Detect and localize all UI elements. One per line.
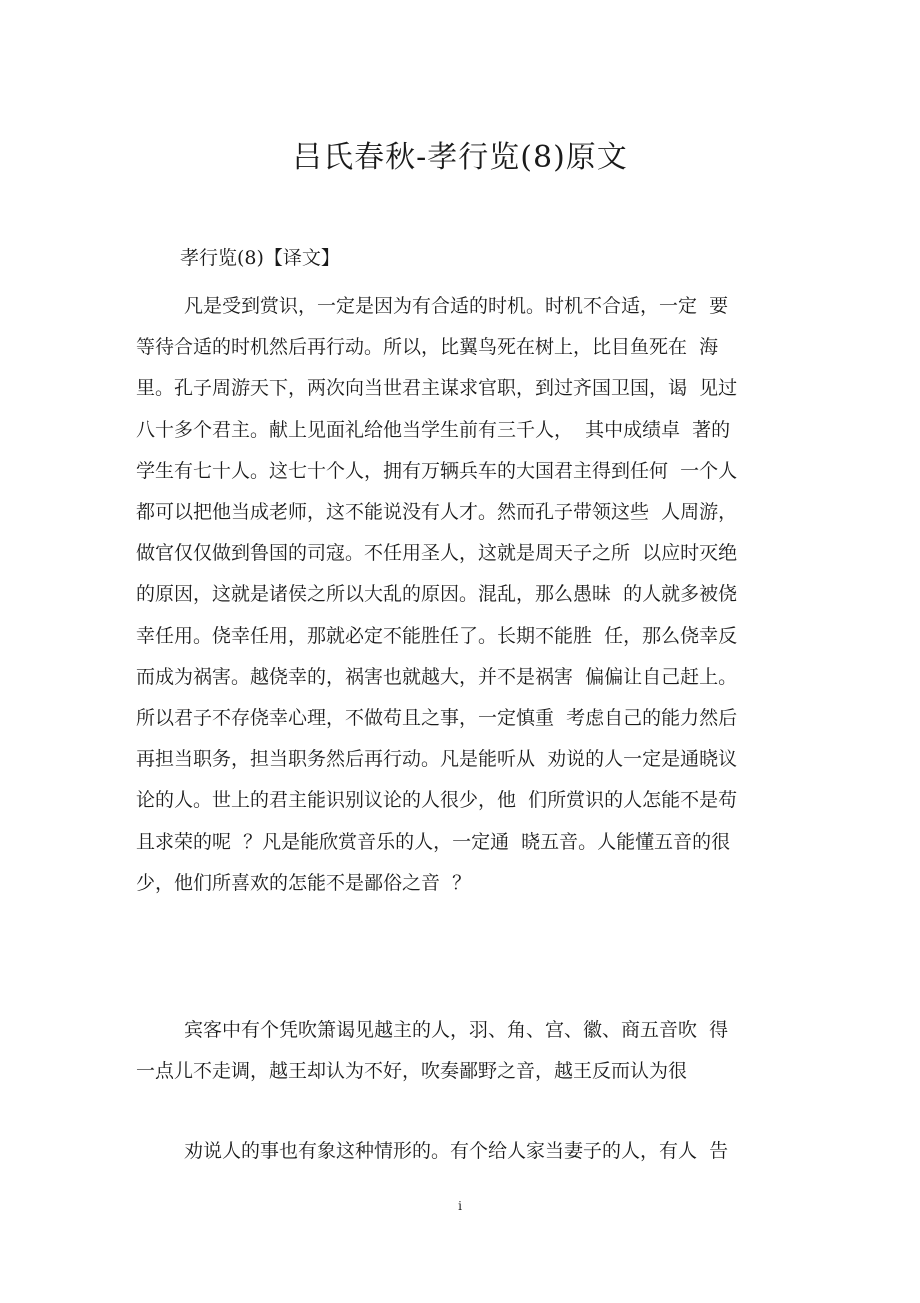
paragraph-line: 所以君子不存侥幸心理，不做苟且之事，一定慎重 考虑自己的能力然后 <box>136 707 738 730</box>
paragraph-line: 八十多个君主。献上见面礼给他当学生前有三千人， 其中成绩卓 著的 <box>136 418 731 441</box>
paragraph-line: 劝说人的事也有象这种情形的。有个给人家当妻子的人，有人 告 <box>184 1140 729 1162</box>
paragraph-line: 凡是受到赏识，一定是因为有合适的时机。时机不合适，一定 要 <box>184 295 729 317</box>
paragraph-line: 一点儿不走调，越王却认为不好，吹奏鄙野之音，越王反而认为很 <box>136 1060 688 1083</box>
paragraph-line: 都可以把他当成老师，这不能说没有人才。然而孔子带领这些 人周游， <box>136 501 738 524</box>
paragraph-1 <box>136 286 776 904</box>
paragraph-line: 里。孔子周游天下，两次向当世君主谋求官职，到过齐国卫国，谒 见过 <box>136 377 738 400</box>
paragraph-3 <box>136 1131 776 1172</box>
paragraph-line: 学生有七十人。这七十个人，拥有万辆兵车的大国君主得到任何 一个人 <box>136 459 738 482</box>
paragraph-line: 做官仅仅做到鲁国的司寇。不任用圣人，这就是周天子之所 以应时灭绝 <box>136 542 738 565</box>
paragraph-line: 等待合适的时机然后再行动。所以，比翼鸟死在树上，比目鱼死在 海 <box>136 336 719 359</box>
page-number: i <box>458 1199 462 1213</box>
paragraph-line: 且求荣的呢 ？凡是能欣赏音乐的人，一定通 晓五音。人能懂五音的很 <box>136 830 731 853</box>
paragraph-line: 而成为祸害。越侥幸的，祸害也就越大，并不是祸害 偏偏让自己赶上。 <box>136 665 738 688</box>
paragraph-line: 少，他们所喜欢的怎能不是鄙俗之音 ？ <box>136 871 472 894</box>
document-title: 吕氏春秋-孝行览(8)原文 <box>292 140 628 175</box>
paragraph-line: 再担当职务，担当职务然后再行动。凡是能听从 劝说的人一定是通晓议 <box>136 748 738 771</box>
section-heading: 孝行览(8)【译文】 <box>180 247 340 269</box>
paragraph-2 <box>136 1010 776 1092</box>
paragraph-line: 幸任用。侥幸任用，那就必定不能胜任了。长期不能胜 任，那么侥幸反 <box>136 624 738 647</box>
paragraph-line: 宾客中有个凭吹箫谒见越主的人，羽、角、宫、徽、商五音吹 得 <box>184 1019 729 1041</box>
paragraph-line: 的原因，这就是诸侯之所以大乱的原因。混乱，那么愚昧 的人就多被侥 <box>136 583 738 606</box>
paragraph-line: 论的人。世上的君主能识别议论的人很少，他 们所赏识的人怎能不是苟 <box>136 789 738 812</box>
